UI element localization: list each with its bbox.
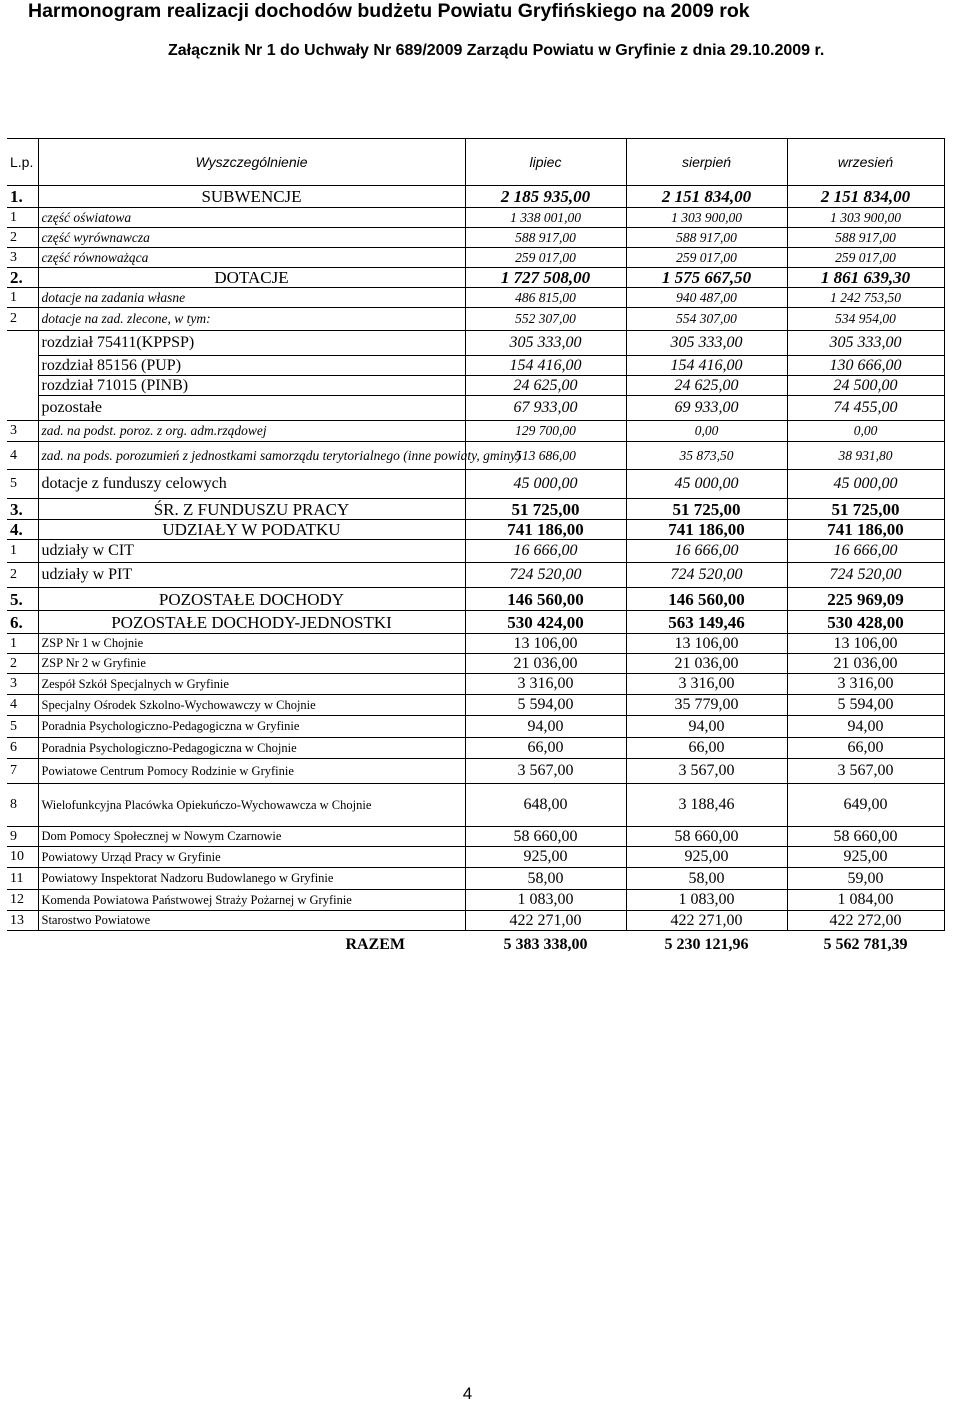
row-lp: 4 xyxy=(7,442,38,470)
row-value-1: 2 185 935,00 xyxy=(465,186,626,208)
row-value-1: 305 333,00 xyxy=(465,331,626,356)
table-row xyxy=(7,716,944,738)
row-value-3: 24 500,00 xyxy=(787,376,944,396)
table-row xyxy=(7,308,944,331)
row-value-3: 305 333,00 xyxy=(787,331,944,356)
row-value-2: 3 188,46 xyxy=(626,784,787,827)
row-name: Powiatowy Urząd Pracy w Gryfinie xyxy=(38,847,465,868)
row-value-3: 13 106,00 xyxy=(787,634,944,654)
row-value-1: 21 036,00 xyxy=(465,654,626,674)
row-name: dotacje na zadania własne xyxy=(38,288,465,308)
row-lp xyxy=(7,396,38,421)
document-title: Harmonogram realizacji dochodów budżetu Powiatu Gryfińskiego na 2009 rok xyxy=(28,0,750,22)
table-total xyxy=(7,931,944,959)
table-row xyxy=(7,654,944,674)
row-value-3: 259 017,00 xyxy=(787,248,944,268)
row-lp: 3. xyxy=(7,499,38,520)
table-row xyxy=(7,331,944,356)
row-value-3: 588 917,00 xyxy=(787,228,944,248)
row-value-3: 59,00 xyxy=(787,868,944,890)
table-row xyxy=(7,499,944,520)
row-value-1: 486 815,00 xyxy=(465,288,626,308)
document-subtitle: Załącznik Nr 1 do Uchwały Nr 689/2009 Zarządu Powiatu w Gryfinie z dnia 29.10.2009 r. xyxy=(168,42,825,59)
row-value-1: 422 271,00 xyxy=(465,911,626,931)
row-value-3: 66,00 xyxy=(787,738,944,759)
row-lp: 5. xyxy=(7,588,38,611)
row-value-2: 13 106,00 xyxy=(626,634,787,654)
row-value-3: 58 660,00 xyxy=(787,827,944,847)
row-value-2: 741 186,00 xyxy=(626,520,787,540)
table-body xyxy=(7,139,944,931)
row-lp: 5 xyxy=(7,470,38,499)
row-lp: 1 xyxy=(7,634,38,654)
total-lp xyxy=(7,931,38,959)
row-value-1: 13 106,00 xyxy=(465,634,626,654)
row-value-1: 16 666,00 xyxy=(465,540,626,563)
row-value-3: 1 861 639,30 xyxy=(787,268,944,288)
row-value-1: 1 338 001,00 xyxy=(465,208,626,228)
row-lp: 1 xyxy=(7,208,38,228)
row-value-1: 648,00 xyxy=(465,784,626,827)
row-name: Wielofunkcyjna Placówka Opiekuńczo-Wychowawcza w Chojnie xyxy=(38,784,465,827)
table-row xyxy=(7,847,944,868)
page-number: 4 xyxy=(462,1384,473,1403)
row-value-2: 51 725,00 xyxy=(626,499,787,520)
header-month-3: wrzesień xyxy=(787,139,944,186)
row-lp: 12 xyxy=(7,890,38,911)
table-row xyxy=(7,563,944,588)
row-value-3: 74 455,00 xyxy=(787,396,944,421)
table-row xyxy=(7,396,944,421)
row-value-2: 1 303 900,00 xyxy=(626,208,787,228)
row-name: UDZIAŁY W PODATKU xyxy=(38,520,465,540)
row-value-3: 16 666,00 xyxy=(787,540,944,563)
table-row xyxy=(7,890,944,911)
row-value-2: 66,00 xyxy=(626,738,787,759)
row-lp: 2. xyxy=(7,268,38,288)
row-value-1: 45 000,00 xyxy=(465,470,626,499)
row-value-2: 563 149,46 xyxy=(626,611,787,634)
row-lp: 4 xyxy=(7,695,38,716)
row-value-2: 35 873,50 xyxy=(626,442,787,470)
row-value-1: 51 725,00 xyxy=(465,499,626,520)
row-value-1: 588 917,00 xyxy=(465,228,626,248)
row-name: Poradnia Psychologiczno-Pedagogiczna w Gryfinie xyxy=(38,716,465,738)
row-name: Zespół Szkół Specjalnych w Gryfinie xyxy=(38,674,465,695)
row-lp: 6 xyxy=(7,738,38,759)
row-name: część równoważąca xyxy=(38,248,465,268)
row-value-1: 724 520,00 xyxy=(465,563,626,588)
row-name: część oświatowa xyxy=(38,208,465,228)
row-name: rozdział 71015 (PINB) xyxy=(38,376,465,396)
row-value-2: 554 307,00 xyxy=(626,308,787,331)
row-name: ŚR. Z FUNDUSZU PRACY xyxy=(38,499,465,520)
row-value-3: 1 242 753,50 xyxy=(787,288,944,308)
row-lp: 6. xyxy=(7,611,38,634)
revenue-schedule-table xyxy=(7,138,945,959)
row-lp: 5 xyxy=(7,716,38,738)
header-lp: L.p. xyxy=(7,139,38,186)
row-value-3: 2 151 834,00 xyxy=(787,186,944,208)
row-value-1: 530 424,00 xyxy=(465,611,626,634)
row-lp xyxy=(7,376,38,396)
row-lp: 2 xyxy=(7,563,38,588)
row-value-3: 649,00 xyxy=(787,784,944,827)
row-value-3: 724 520,00 xyxy=(787,563,944,588)
row-value-1: 66,00 xyxy=(465,738,626,759)
row-lp: 7 xyxy=(7,759,38,784)
table-row xyxy=(7,784,944,827)
row-value-1: 3 316,00 xyxy=(465,674,626,695)
row-value-3: 1 084,00 xyxy=(787,890,944,911)
row-value-3: 94,00 xyxy=(787,716,944,738)
row-value-2: 21 036,00 xyxy=(626,654,787,674)
row-name: dotacje z funduszy celowych xyxy=(38,470,465,499)
row-name: Starostwo Powiatowe xyxy=(38,911,465,931)
row-name: Specjalny Ośrodek Szkolno-Wychowawczy w Chojnie xyxy=(38,695,465,716)
row-value-3: 3 567,00 xyxy=(787,759,944,784)
row-value-1: 129 700,00 xyxy=(465,421,626,442)
table-row xyxy=(7,442,944,470)
table-header-row xyxy=(7,139,944,186)
row-value-2: 940 487,00 xyxy=(626,288,787,308)
row-value-2: 69 933,00 xyxy=(626,396,787,421)
table-row xyxy=(7,674,944,695)
total-row xyxy=(7,931,944,959)
row-value-2: 259 017,00 xyxy=(626,248,787,268)
row-value-2: 3 567,00 xyxy=(626,759,787,784)
table-row xyxy=(7,695,944,716)
total-value-2: 5 230 121,96 xyxy=(664,935,749,953)
row-value-1: 67 933,00 xyxy=(465,396,626,421)
row-value-3: 51 725,00 xyxy=(787,499,944,520)
row-lp: 2 xyxy=(7,228,38,248)
row-value-3: 925,00 xyxy=(787,847,944,868)
table-row xyxy=(7,868,944,890)
header-month-1: lipiec xyxy=(465,139,626,186)
table-row xyxy=(7,268,944,288)
row-name: POZOSTAŁE DOCHODY xyxy=(38,588,465,611)
row-value-2: 58,00 xyxy=(626,868,787,890)
row-value-1: 259 017,00 xyxy=(465,248,626,268)
row-value-2: 16 666,00 xyxy=(626,540,787,563)
row-value-3: 3 316,00 xyxy=(787,674,944,695)
row-value-1: 1 083,00 xyxy=(465,890,626,911)
row-value-1: 154 416,00 xyxy=(465,356,626,376)
row-lp: 2 xyxy=(7,654,38,674)
row-name: ZSP Nr 2 w Gryfinie xyxy=(38,654,465,674)
total-value-1: 5 383 338,00 xyxy=(503,935,588,953)
row-lp: 13 xyxy=(7,911,38,931)
row-value-2: 925,00 xyxy=(626,847,787,868)
row-lp: 3 xyxy=(7,421,38,442)
table-row xyxy=(7,540,944,563)
table-row xyxy=(7,248,944,268)
row-lp: 3 xyxy=(7,248,38,268)
table-row xyxy=(7,588,944,611)
row-name: część wyrównawcza xyxy=(38,228,465,248)
row-name: pozostałe xyxy=(38,396,465,421)
row-value-1: 552 307,00 xyxy=(465,308,626,331)
row-lp xyxy=(7,331,38,356)
table-row xyxy=(7,356,944,376)
row-name: DOTACJE xyxy=(38,268,465,288)
row-value-3: 1 303 900,00 xyxy=(787,208,944,228)
row-lp: 2 xyxy=(7,308,38,331)
row-value-3: 741 186,00 xyxy=(787,520,944,540)
table-row xyxy=(7,376,944,396)
row-value-2: 2 151 834,00 xyxy=(626,186,787,208)
row-value-1: 3 567,00 xyxy=(465,759,626,784)
row-value-1: 925,00 xyxy=(465,847,626,868)
row-name: Powiatowe Centrum Pomocy Rodzinie w Gryfinie xyxy=(38,759,465,784)
row-value-3: 5 594,00 xyxy=(787,695,944,716)
table-row xyxy=(7,827,944,847)
row-value-1: 1 727 508,00 xyxy=(465,268,626,288)
row-value-2: 45 000,00 xyxy=(626,470,787,499)
row-value-2: 724 520,00 xyxy=(626,563,787,588)
row-name: ZSP Nr 1 w Chojnie xyxy=(38,634,465,654)
row-name: udziały w CIT xyxy=(38,540,465,563)
row-lp: 8 xyxy=(7,784,38,827)
row-lp: 1. xyxy=(7,186,38,208)
table-row xyxy=(7,228,944,248)
row-lp: 11 xyxy=(7,868,38,890)
row-value-3: 38 931,80 xyxy=(787,442,944,470)
row-name: POZOSTAŁE DOCHODY-JEDNOSTKI xyxy=(38,611,465,634)
row-value-1: 58 660,00 xyxy=(465,827,626,847)
row-value-2: 588 917,00 xyxy=(626,228,787,248)
table-row xyxy=(7,288,944,308)
row-value-3: 0,00 xyxy=(787,421,944,442)
row-lp: 3 xyxy=(7,674,38,695)
row-name: rozdział 85156 (PUP) xyxy=(38,356,465,376)
table-row xyxy=(7,611,944,634)
header-name: Wyszczególnienie xyxy=(38,139,465,186)
table-row xyxy=(7,520,944,540)
total-value-3: 5 562 781,39 xyxy=(823,935,908,953)
row-name: Komenda Powiatowa Państwowej Straży Pożarnej w Gryfinie xyxy=(38,890,465,911)
row-value-1: 24 625,00 xyxy=(465,376,626,396)
row-value-1: 94,00 xyxy=(465,716,626,738)
row-value-3: 130 666,00 xyxy=(787,356,944,376)
row-value-3: 530 428,00 xyxy=(787,611,944,634)
row-value-1: 513 686,00 xyxy=(465,442,626,470)
row-value-1: 5 594,00 xyxy=(465,695,626,716)
row-value-3: 21 036,00 xyxy=(787,654,944,674)
row-lp: 1 xyxy=(7,540,38,563)
table-row xyxy=(7,759,944,784)
row-value-3: 422 272,00 xyxy=(787,911,944,931)
row-value-1: 741 186,00 xyxy=(465,520,626,540)
row-value-2: 146 560,00 xyxy=(626,588,787,611)
row-value-2: 0,00 xyxy=(626,421,787,442)
row-value-2: 305 333,00 xyxy=(626,331,787,356)
row-name: dotacje na zad. zlecone, w tym: xyxy=(38,308,465,331)
row-value-3: 45 000,00 xyxy=(787,470,944,499)
row-value-2: 154 416,00 xyxy=(626,356,787,376)
row-value-2: 1 575 667,50 xyxy=(626,268,787,288)
row-name: udziały w PIT xyxy=(38,563,465,588)
row-name: SUBWENCJE xyxy=(38,186,465,208)
header-month-2: sierpień xyxy=(626,139,787,186)
row-value-2: 58 660,00 xyxy=(626,827,787,847)
row-name: zad. na podst. poroz. z org. adm.rządowej xyxy=(38,421,465,442)
table-row xyxy=(7,738,944,759)
row-value-2: 35 779,00 xyxy=(626,695,787,716)
total-label: RAZEM xyxy=(345,935,405,953)
table-row xyxy=(7,911,944,931)
table-row xyxy=(7,634,944,654)
row-value-1: 146 560,00 xyxy=(465,588,626,611)
row-lp: 4. xyxy=(7,520,38,540)
row-name: rozdział 75411(KPPSP) xyxy=(38,331,465,356)
table-row xyxy=(7,470,944,499)
row-value-2: 422 271,00 xyxy=(626,911,787,931)
table-row xyxy=(7,208,944,228)
row-lp xyxy=(7,356,38,376)
row-value-2: 24 625,00 xyxy=(626,376,787,396)
row-value-2: 94,00 xyxy=(626,716,787,738)
row-lp: 1 xyxy=(7,288,38,308)
row-value-2: 3 316,00 xyxy=(626,674,787,695)
row-value-3: 225 969,09 xyxy=(787,588,944,611)
row-value-2: 1 083,00 xyxy=(626,890,787,911)
row-name: Powiatowy Inspektorat Nadzoru Budowlanego w Gryfinie xyxy=(38,868,465,890)
row-name: Dom Pomocy Społecznej w Nowym Czarnowie xyxy=(38,827,465,847)
table-row xyxy=(7,186,944,208)
row-lp: 9 xyxy=(7,827,38,847)
row-lp: 10 xyxy=(7,847,38,868)
row-name: zad. na pods. porozumień z jednostkami samorządu terytorialnego (inne powiaty, gminy) xyxy=(38,442,465,470)
row-value-1: 58,00 xyxy=(465,868,626,890)
row-value-3: 534 954,00 xyxy=(787,308,944,331)
table-row xyxy=(7,421,944,442)
row-name: Poradnia Psychologiczno-Pedagogiczna w Chojnie xyxy=(38,738,465,759)
